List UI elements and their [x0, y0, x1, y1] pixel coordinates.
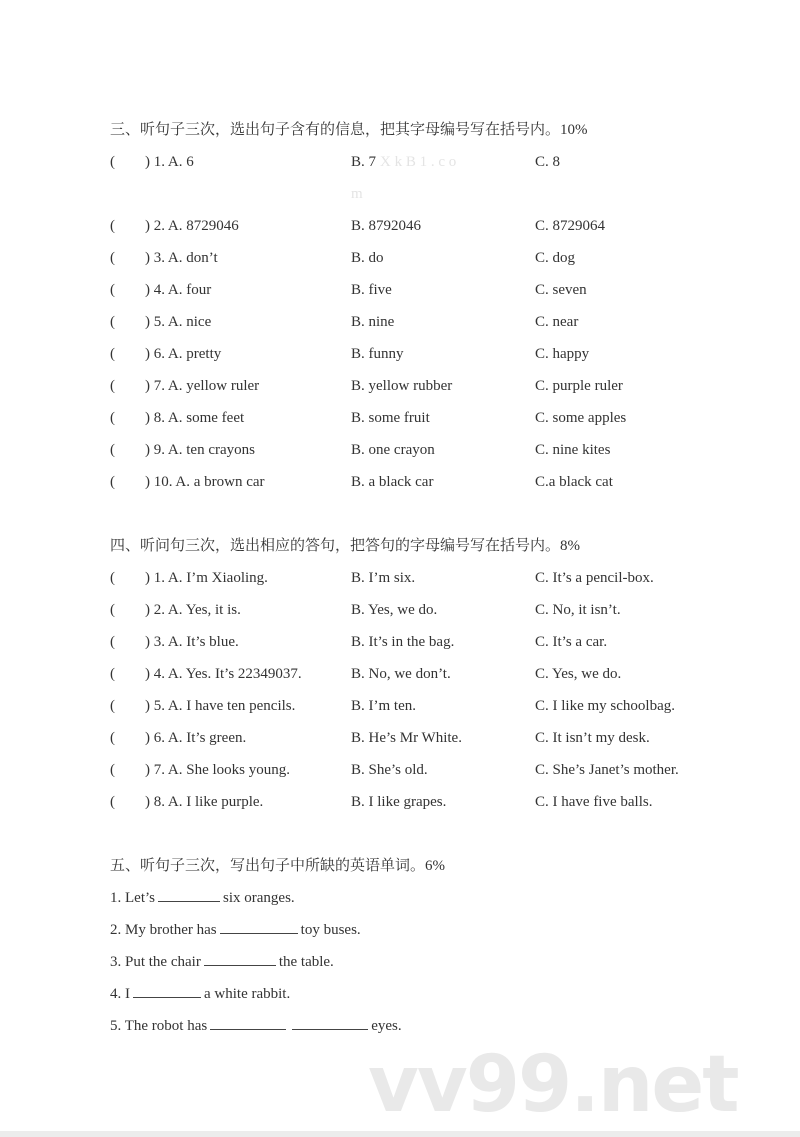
option-c: C. It isn’t my desk. [535, 730, 650, 746]
option-c: C. nine kites [535, 442, 611, 458]
option-b: B. funny [351, 346, 404, 362]
blank-input[interactable] [220, 919, 298, 934]
inline-watermark: X k B 1 . c o [380, 154, 457, 170]
option-c: C. It’s a pencil-box. [535, 570, 654, 586]
option-b: B. Yes, we do. [351, 602, 438, 618]
option-c: C.a black cat [535, 474, 613, 490]
answer-bracket[interactable]: ( [110, 314, 115, 330]
sentence-end: six oranges. [223, 890, 295, 906]
option-b: B. I’m ten. [351, 698, 416, 714]
sentence-start: 4. I [110, 986, 130, 1002]
option-a: ) 6. A. pretty [145, 346, 222, 362]
option-a: ) 9. A. ten crayons [145, 442, 255, 458]
question-row [110, 370, 750, 402]
section-5-title: 五、听句子三次，写出句子中所缺的英语单词。6% [110, 858, 445, 874]
option-b: B. He’s Mr White. [351, 730, 462, 746]
option-c: C. 8 [535, 154, 561, 170]
section-3 [110, 114, 750, 498]
sentence-end: eyes. [371, 1018, 402, 1034]
section-5 [110, 850, 750, 1042]
watermark-row [110, 178, 750, 210]
answer-bracket[interactable]: ( [110, 794, 115, 810]
option-b: B. do [351, 250, 384, 266]
option-c: C. 8729064 [535, 218, 606, 234]
option-a: ) 6. A. It’s green. [145, 730, 247, 746]
option-b: B. No, we don’t. [351, 666, 451, 682]
answer-bracket[interactable]: ( [110, 698, 115, 714]
option-b: B. five [351, 282, 392, 298]
option-c: C. I like my schoolbag. [535, 698, 675, 714]
blank-input[interactable] [204, 951, 276, 966]
question-row [110, 722, 750, 754]
option-a: ) 2. A. Yes, it is. [145, 602, 241, 618]
option-a: ) 3. A. don’t [145, 250, 218, 266]
sentence-end: the table. [278, 954, 334, 970]
answer-bracket[interactable]: ( [110, 346, 115, 362]
sentence-start: 2. My brother has [110, 922, 217, 938]
option-a: ) 1. A. 6 [145, 154, 194, 170]
answer-bracket[interactable]: ( [110, 250, 115, 266]
fill-blank-row [110, 1010, 750, 1042]
blank-input[interactable] [292, 1015, 368, 1030]
option-c: C. near [535, 314, 579, 330]
sentence-start: 5. The robot has [110, 1018, 208, 1034]
option-a: ) 3. A. It’s blue. [145, 634, 239, 650]
question-row [110, 562, 750, 594]
option-c: C. seven [535, 282, 587, 298]
page-bottom-edge [0, 1131, 800, 1137]
option-c: C. dog [535, 250, 576, 266]
answer-bracket[interactable]: ( [110, 634, 115, 650]
answer-bracket[interactable]: ( [110, 154, 115, 170]
option-b: B. She’s old. [351, 762, 428, 778]
option-b: B. some fruit [351, 410, 430, 426]
option-c: C. some apples [535, 410, 627, 426]
answer-bracket[interactable]: ( [110, 666, 115, 682]
question-row [110, 434, 750, 466]
option-a: ) 10. A. a brown car [145, 474, 265, 490]
question-row [110, 466, 750, 498]
sentence-start: 1. Let’s [110, 890, 155, 906]
sentence-end: a white rabbit. [204, 986, 291, 1002]
section-4 [110, 530, 750, 818]
option-a: ) 4. A. four [145, 282, 212, 298]
answer-bracket[interactable]: ( [110, 442, 115, 458]
option-c: C. She’s Janet’s mother. [535, 762, 679, 778]
question-row [110, 402, 750, 434]
question-row [110, 786, 750, 818]
question-row [110, 594, 750, 626]
question-row [110, 690, 750, 722]
question-row [110, 754, 750, 786]
fill-blank-row [110, 946, 750, 978]
question-row [110, 242, 750, 274]
question-row [110, 626, 750, 658]
option-b: B. I like grapes. [351, 794, 447, 810]
line-watermark: m [351, 186, 363, 202]
fill-blank-row [110, 882, 750, 914]
blank-input[interactable] [158, 887, 220, 902]
option-c: C. happy [535, 346, 590, 362]
answer-bracket[interactable]: ( [110, 602, 115, 618]
blank-input[interactable] [133, 983, 201, 998]
question-row [110, 210, 750, 242]
option-a: ) 7. A. She looks young. [145, 762, 291, 778]
question-row [110, 338, 750, 370]
answer-bracket[interactable]: ( [110, 282, 115, 298]
option-c: C. No, it isn’t. [535, 602, 621, 618]
option-c: C. I have five balls. [535, 794, 653, 810]
option-a: ) 4. A. Yes. It’s 22349037. [145, 666, 302, 682]
sentence-start: 3. Put the chair [110, 954, 201, 970]
option-a: ) 5. A. nice [145, 314, 212, 330]
question-row [110, 658, 750, 690]
fill-blank-row [110, 978, 750, 1010]
question-row [110, 274, 750, 306]
option-b: B. one crayon [351, 442, 435, 458]
option-a: ) 2. A. 8729046 [145, 218, 239, 234]
option-a: ) 7. A. yellow ruler [145, 378, 260, 394]
question-row [110, 146, 750, 178]
blank-input[interactable] [210, 1015, 286, 1030]
fill-blank-row [110, 914, 750, 946]
option-b: B. a black car [351, 474, 434, 490]
answer-bracket[interactable]: ( [110, 730, 115, 746]
question-row [110, 306, 750, 338]
option-c: C. purple ruler [535, 378, 623, 394]
answer-bracket[interactable]: ( [110, 378, 115, 394]
option-a: ) 5. A. I have ten pencils. [145, 698, 296, 714]
option-b: B. I’m six. [351, 570, 416, 586]
option-b: B. yellow rubber [351, 378, 453, 394]
option-a: ) 1. A. I’m Xiaoling. [145, 570, 268, 586]
option-b: B. It’s in the bag. [351, 634, 455, 650]
answer-bracket[interactable]: ( [110, 570, 115, 586]
section-3-title: 三、听句子三次，选出句子含有的信息，把其字母编号写在括号内。10% [110, 122, 588, 138]
option-b: B. 8792046 [351, 218, 422, 234]
sentence-end: toy buses. [300, 922, 361, 938]
option-b-text: B. 7 [351, 154, 377, 170]
option-b [351, 146, 456, 178]
answer-bracket[interactable]: ( [110, 218, 115, 234]
option-c: C. Yes, we do. [535, 666, 622, 682]
section-4-title: 四、听问句三次，选出相应的答句，把答句的字母编号写在括号内。8% [110, 538, 580, 554]
answer-bracket[interactable]: ( [110, 410, 115, 426]
option-c: C. It’s a car. [535, 634, 608, 650]
watermark-logo: vv99.net [368, 1040, 738, 1130]
option-b: B. nine [351, 314, 395, 330]
answer-bracket[interactable]: ( [110, 474, 115, 490]
option-a: ) 8. A. I like purple. [145, 794, 264, 810]
option-a: ) 8. A. some feet [145, 410, 245, 426]
answer-bracket[interactable]: ( [110, 762, 115, 778]
